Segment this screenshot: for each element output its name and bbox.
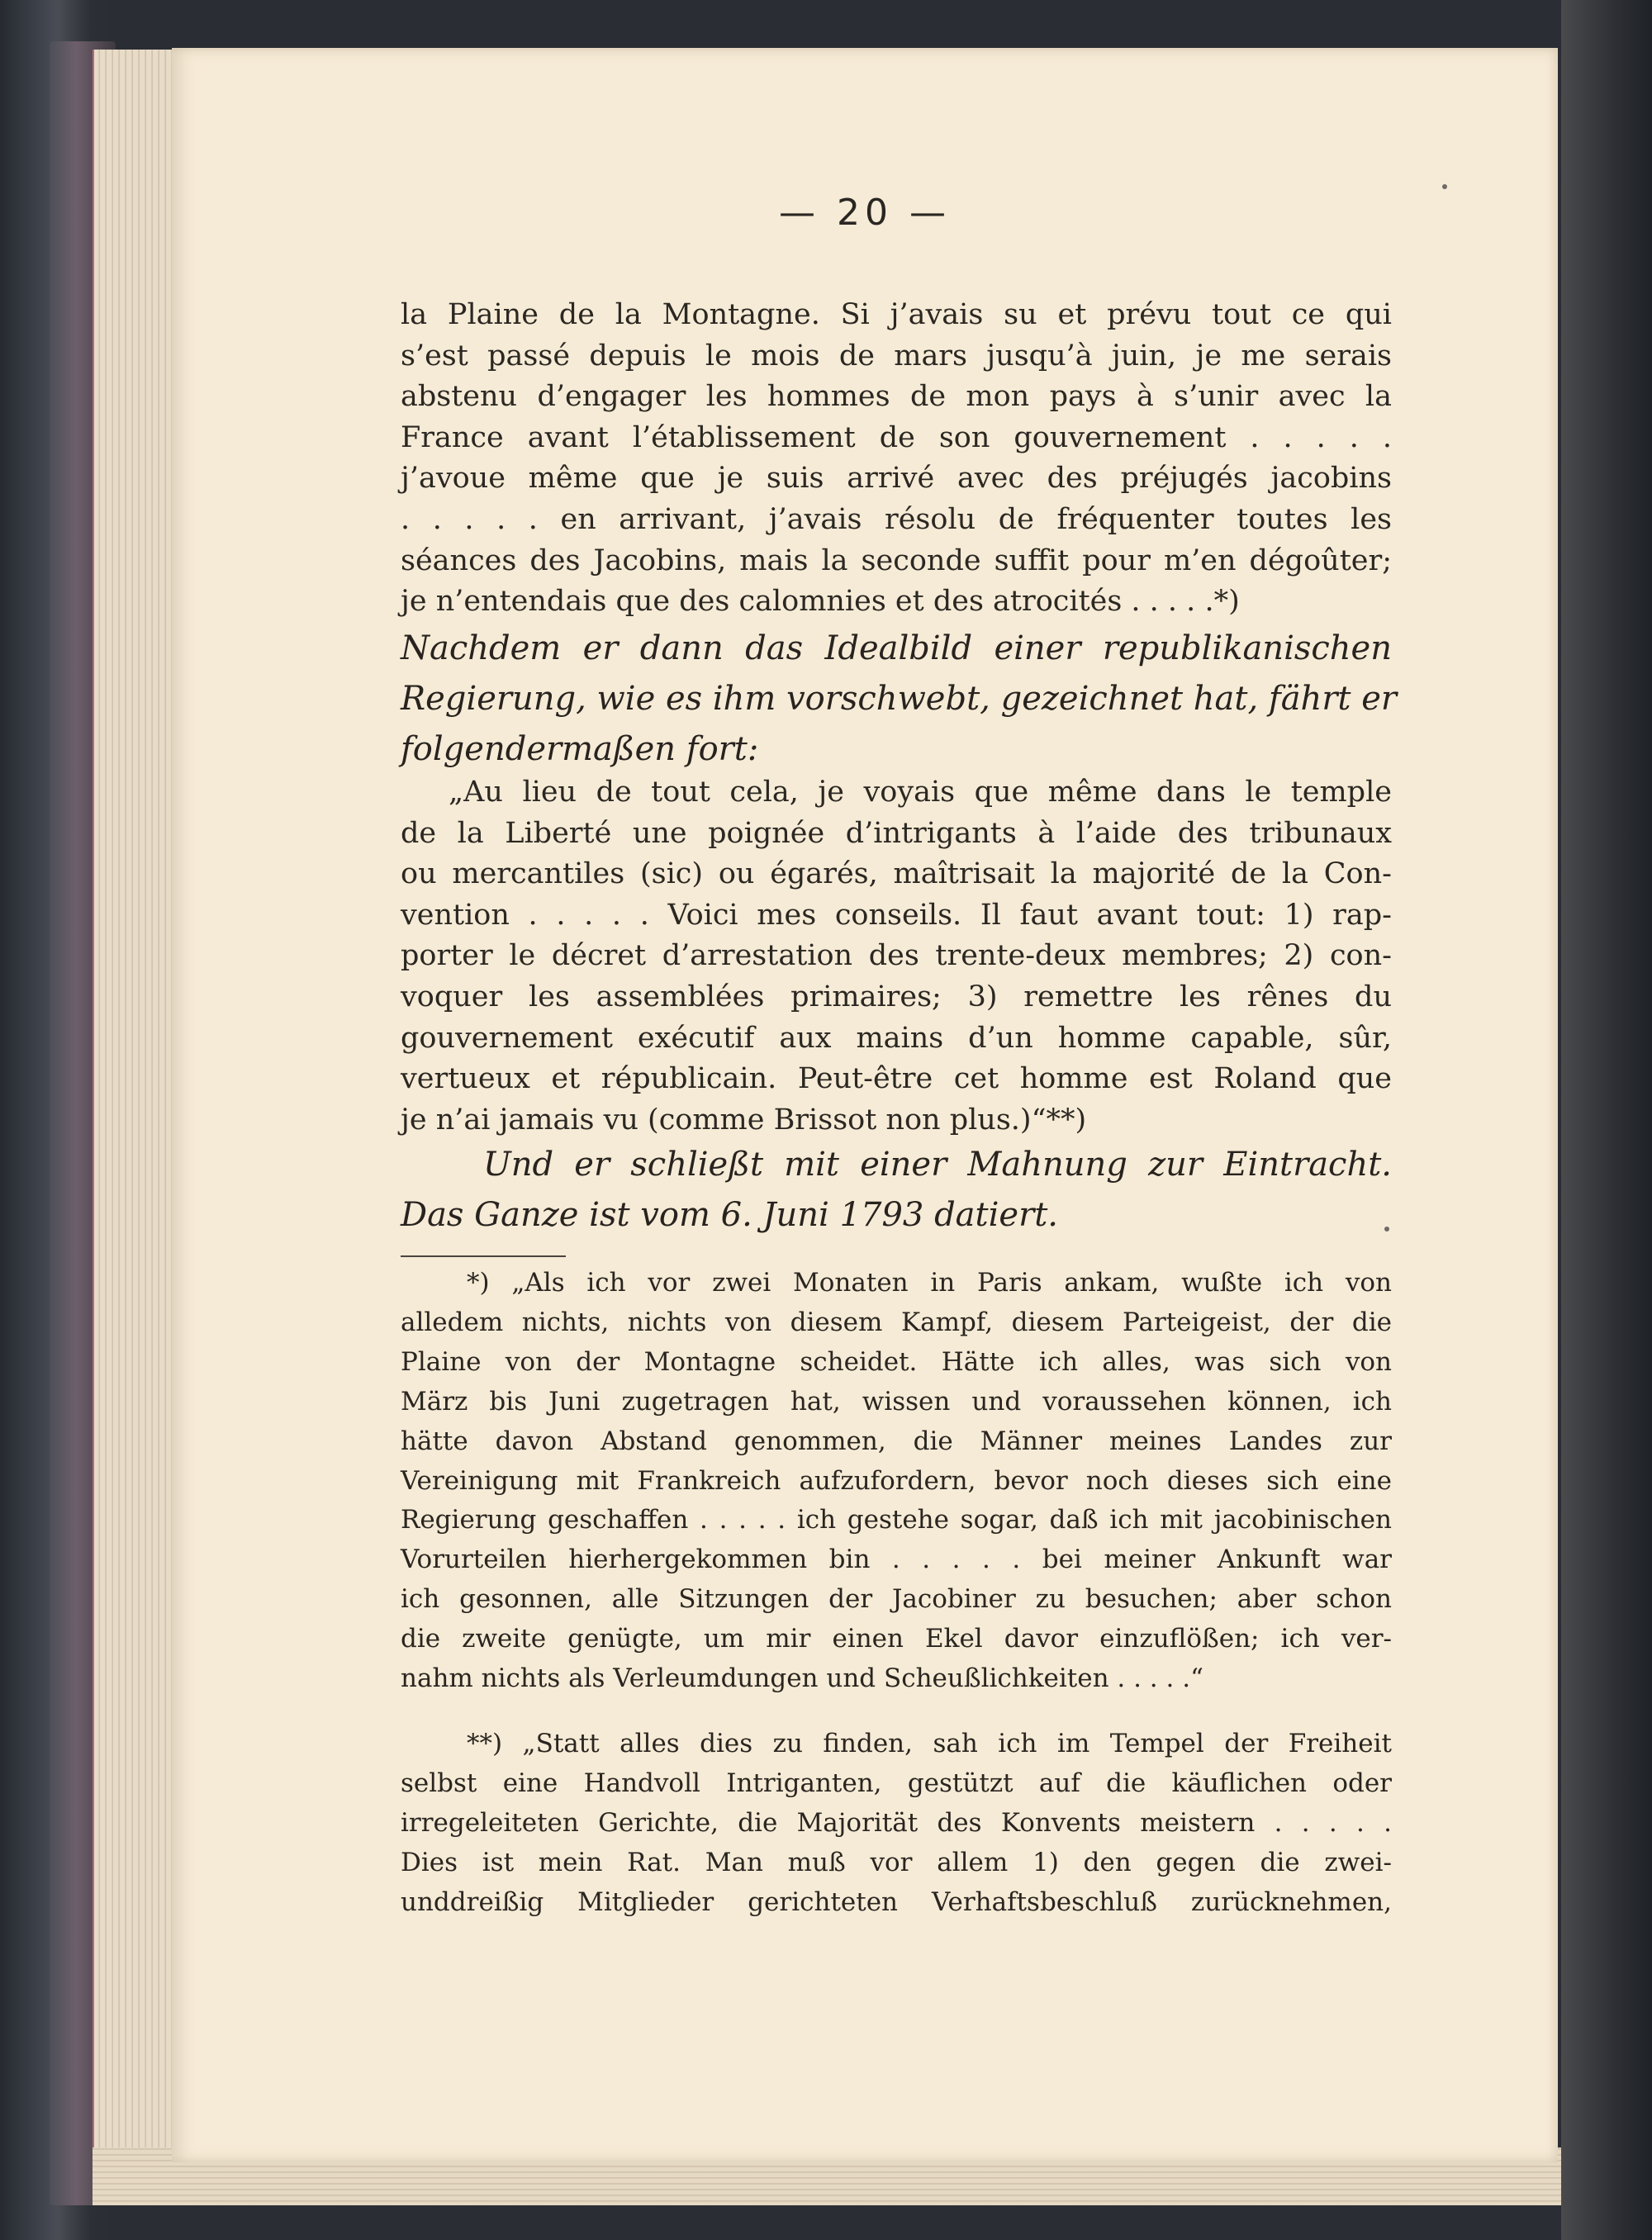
text-line: hätte davon Abstand genommen, die Männer meines Landes zur	[401, 1426, 1392, 1456]
text-line: je n’entendais que des calomnies et des atrocités . . . . .*)	[401, 585, 1240, 619]
text-line: „Au lieu de tout cela, je voyais que même dans le temple	[449, 776, 1392, 809]
text-line: séances des Jacobins, mais la seconde suffit pour m’en dégoûter;	[401, 543, 1392, 577]
text-line: alledem nichts, nichts von diesem Kampf, diesem Parteigeist, der die	[401, 1307, 1392, 1337]
text-line: je n’ai jamais vu (comme Brissot non plus.)“**)	[401, 1103, 1087, 1137]
text-line: de la Liberté une poignée d’intrigants à l’aide des tribunaux	[401, 816, 1392, 850]
text-line: la Plaine de la Montagne. Si j’avais su et prévu tout ce qui	[401, 298, 1392, 331]
text-line: Regierung, wie es ihm vorschwebt, gezeichnet hat, fährt er	[401, 680, 1398, 718]
text-line: die zweite genügte, um mir einen Ekel davor einzuflößen; ich ver-	[401, 1624, 1392, 1654]
text-line: Plaine von der Montagne scheidet. Hätte ich alles, was sich von	[401, 1346, 1392, 1377]
german-intro-paragraph	[401, 624, 1398, 775]
text-line: France avant l’établissement de son gouvernement . . . . .	[401, 420, 1392, 454]
text-line: Regierung geschaffen . . . . . ich gestehe sogar, daß ich mit jacobinischen	[401, 1505, 1392, 1535]
text-line: Vereinigung mit Frankreich aufzufordern, bevor noch dieses sich eine	[401, 1465, 1392, 1496]
stacked-page-edges	[93, 50, 177, 2197]
text-line: abstenu d’engager les hommes de mon pays à s’unir avec la	[401, 380, 1392, 414]
paper-speck	[1442, 184, 1447, 189]
text-line: gouvernement exécutif aux mains d’un homme capable, sûr,	[401, 1021, 1392, 1055]
text-line: März bis Juni zugetragen hat, wissen und voraussehen können, ich	[401, 1386, 1392, 1417]
page-number: — 20 —	[779, 192, 951, 234]
text-line: *) „Als ich vor zwei Monaten in Paris ankam, wußte ich von	[467, 1268, 1392, 1298]
right-board-shadow	[1561, 0, 1652, 2240]
text-line: vention . . . . . Voici mes conseils. Il faut avant tout: 1) rap-	[401, 898, 1392, 932]
text-line: . . . . . en arrivant, j’avais résolu de fréquenter toutes les	[401, 502, 1392, 536]
text-line: unddreißig Mitglieder gerichteten Verhaftsbeschluß zurücknehmen,	[401, 1886, 1392, 1917]
text-line: irregeleiteten Gerichte, die Majorität des Konvents meistern . . . . .	[401, 1807, 1392, 1838]
text-line: ou mercantiles (sic) ou égarés, maîtrisait la majorité de la Con-	[401, 857, 1392, 891]
footnote-1	[401, 1264, 1392, 1699]
text-line: voquer les assemblées primaires; 3) remettre les rênes du	[401, 980, 1392, 1013]
footnote-2	[401, 1725, 1392, 1923]
footnote-divider	[401, 1255, 566, 1257]
german-conclusion-paragraph	[401, 1140, 1392, 1241]
text-line: selbst eine Handvoll Intriganten, gestützt auf die käuflichen oder	[401, 1768, 1392, 1798]
text-line: s’est passé depuis le mois de mars jusqu’à juin, je me serais	[401, 339, 1392, 373]
text-line: Und er schließt mit einer Mahnung zur Eintracht.	[483, 1146, 1392, 1184]
text-line: Nachdem er dann das Idealbild einer republikanischen	[401, 629, 1392, 667]
text-line: vertueux et républicain. Peut-être cet homme est Roland que	[401, 1062, 1392, 1096]
french-passage	[401, 295, 1392, 623]
text-line: nahm nichts als Verleumdungen und Scheußlichkeiten . . . . .“	[401, 1663, 1203, 1694]
text-line: j’avoue même que je suis arrivé avec des préjugés jacobins	[401, 462, 1392, 496]
text-line: folgendermaßen fort:	[401, 730, 759, 768]
text-line: ich gesonnen, alle Sitzungen der Jacobiner zu besuchen; aber schon	[401, 1584, 1392, 1615]
text-line: **) „Statt alles dies zu finden, sah ich im Tempel der Freiheit	[467, 1729, 1392, 1758]
text-line: Das Ganze ist vom 6. Juni 1793 datiert.	[401, 1196, 1058, 1234]
text-line: Vorurteilen hierhergekommen bin . . . . . bei meiner Ankunft war	[401, 1545, 1392, 1575]
french-quote	[401, 772, 1392, 1141]
text-line: porter le décret d’arrestation des trente-deux membres; 2) con-	[401, 939, 1392, 973]
text-line: Dies ist mein Rat. Man muß vor allem 1) den gegen die zwei-	[401, 1847, 1392, 1877]
